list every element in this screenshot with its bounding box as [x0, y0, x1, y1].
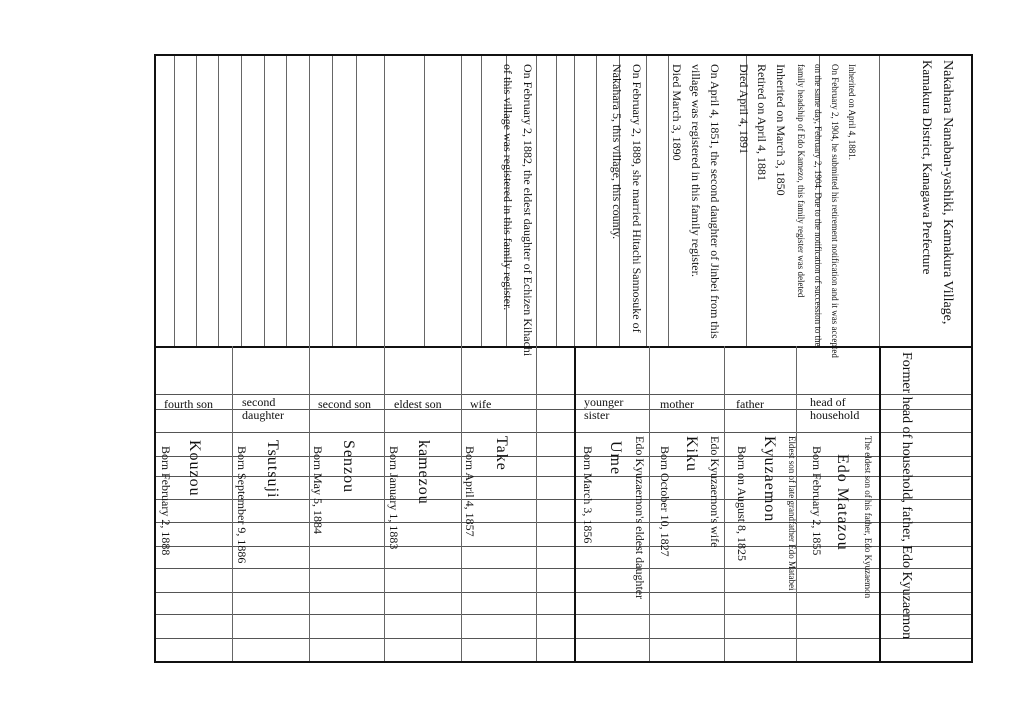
sister-born: Born March 3, 1856: [581, 446, 595, 544]
column-rule: [556, 56, 557, 346]
father-name: Kyuzaemon: [761, 436, 778, 523]
father-born: Born on August 8, 1825: [735, 446, 749, 562]
sister-name: Ume: [607, 441, 624, 476]
head-relation: The eldest son of his father, Edo Kyuzaemon: [863, 436, 873, 599]
role-second-son: second son: [318, 397, 371, 411]
section-divider: [156, 346, 971, 348]
column-rule: [574, 56, 575, 346]
column-rule: [879, 346, 881, 661]
column-rule: [536, 346, 537, 661]
note-sister-1: On February 2, 1889, she married Hitachi Sannosuke of: [630, 64, 644, 333]
note-father-inherited: Inherited on March 3, 1850: [774, 64, 788, 196]
column-rule: [264, 56, 265, 346]
eldest-son-name: kamezou: [415, 440, 432, 505]
second-daughter-name: Tsutsuji: [264, 440, 281, 499]
role-father: father: [736, 397, 764, 411]
former-head-divider: [879, 346, 973, 347]
column-rule: [356, 56, 357, 346]
role-fourth-son: fourth son: [164, 397, 213, 411]
note-father-retired: Retired on April 4, 1881: [755, 64, 769, 181]
rule-line: [156, 592, 971, 593]
column-rule: [574, 346, 576, 661]
note-mother-1: On April 4, 1851, the second daughter of Jinbei from this: [708, 64, 722, 339]
column-rule: [241, 56, 242, 346]
mother-born: Born October 10, 1827: [658, 446, 672, 557]
second-daughter-born: Born September 9, 1886: [235, 446, 249, 564]
column-rule: [309, 346, 310, 661]
mother-relation: Edo Kyuzaemon's wife: [708, 436, 722, 548]
column-rule: [668, 56, 669, 346]
role-second-daughter: second daughter: [242, 395, 284, 422]
role-head-of-household: head of household: [810, 395, 860, 422]
column-rule: [384, 56, 385, 346]
column-rule: [879, 56, 880, 346]
rule-line: [156, 638, 971, 639]
note-father-died: Died April 4, 1891: [737, 64, 751, 154]
father-relation: Eldest son of late grandfather Edo Matabei: [787, 436, 797, 591]
note-wife-2: of this village was registered in this family register.: [501, 64, 515, 311]
rule-line: [156, 432, 971, 433]
note-mother-2: village was registered in this family register.: [689, 64, 703, 277]
column-rule: [649, 346, 650, 661]
head-name: Edo Matazou: [834, 454, 851, 551]
role-younger-sister: younger sister: [584, 395, 624, 422]
note-retirement-1: On February 2, 1904, he submitted his retirement notification and it was accepted: [830, 64, 840, 358]
second-son-born: Born May 5, 1884: [311, 446, 325, 534]
rule-line: [156, 614, 971, 615]
address-line-1: Nakahara Nanaban-yashiki, Kamakura Village,: [940, 60, 955, 325]
column-rule: [596, 56, 597, 346]
column-rule: [461, 346, 462, 661]
sister-relation: Edo Kyuzaemon's eldest daughter: [633, 436, 647, 600]
column-rule: [424, 56, 425, 346]
column-rule: [536, 56, 537, 346]
fourth-son-born: Born February 2, 1888: [159, 446, 173, 556]
eldest-son-born: Born January 1, 1883: [387, 446, 401, 550]
column-rule: [286, 56, 287, 346]
note-inherited: Inherited on April 4, 1881.: [847, 64, 857, 160]
wife-born: Born April 4, 1857: [463, 446, 477, 537]
fourth-son-name: Kouzou: [186, 440, 203, 497]
note-sister-2: Nakahara 5, this village, this county.: [610, 64, 624, 240]
column-rule: [218, 56, 219, 346]
column-rule: [646, 56, 647, 346]
column-rule: [309, 56, 310, 346]
role-eldest-son: eldest son: [394, 397, 442, 411]
note-retirement-2: on the same day, February 2, 1904. Due to the notification of succession to the: [813, 64, 823, 347]
column-rule: [232, 346, 233, 661]
role-mother: mother: [660, 397, 694, 411]
note-mother-died: Died March 3, 1890: [670, 64, 684, 161]
note-wife-1: On February 2, 1882, the eldest daughter of Echizen Kihachi: [521, 64, 535, 357]
column-rule: [196, 56, 197, 346]
column-rule: [174, 56, 175, 346]
column-rule: [461, 56, 462, 346]
rule-line: [156, 568, 971, 569]
second-son-name: Senzou: [340, 440, 357, 494]
address-line-2: Kamakura District, Kanagawa Prefecture: [920, 60, 935, 275]
column-rule: [332, 56, 333, 346]
role-wife: wife: [470, 397, 492, 411]
mother-name: Kiku: [683, 436, 700, 472]
former-head-label: Former head of household, father, Edo Kyuzaemon: [899, 352, 914, 640]
column-rule: [384, 346, 385, 661]
wife-name: Take: [493, 436, 510, 471]
column-rule: [724, 346, 725, 661]
family-register-form: [154, 54, 973, 663]
note-retirement-3: family headship of Edo Kamezo, this family register was deleted: [796, 64, 806, 298]
column-rule: [481, 56, 482, 346]
head-born: Born February 2, 1855: [810, 446, 824, 556]
